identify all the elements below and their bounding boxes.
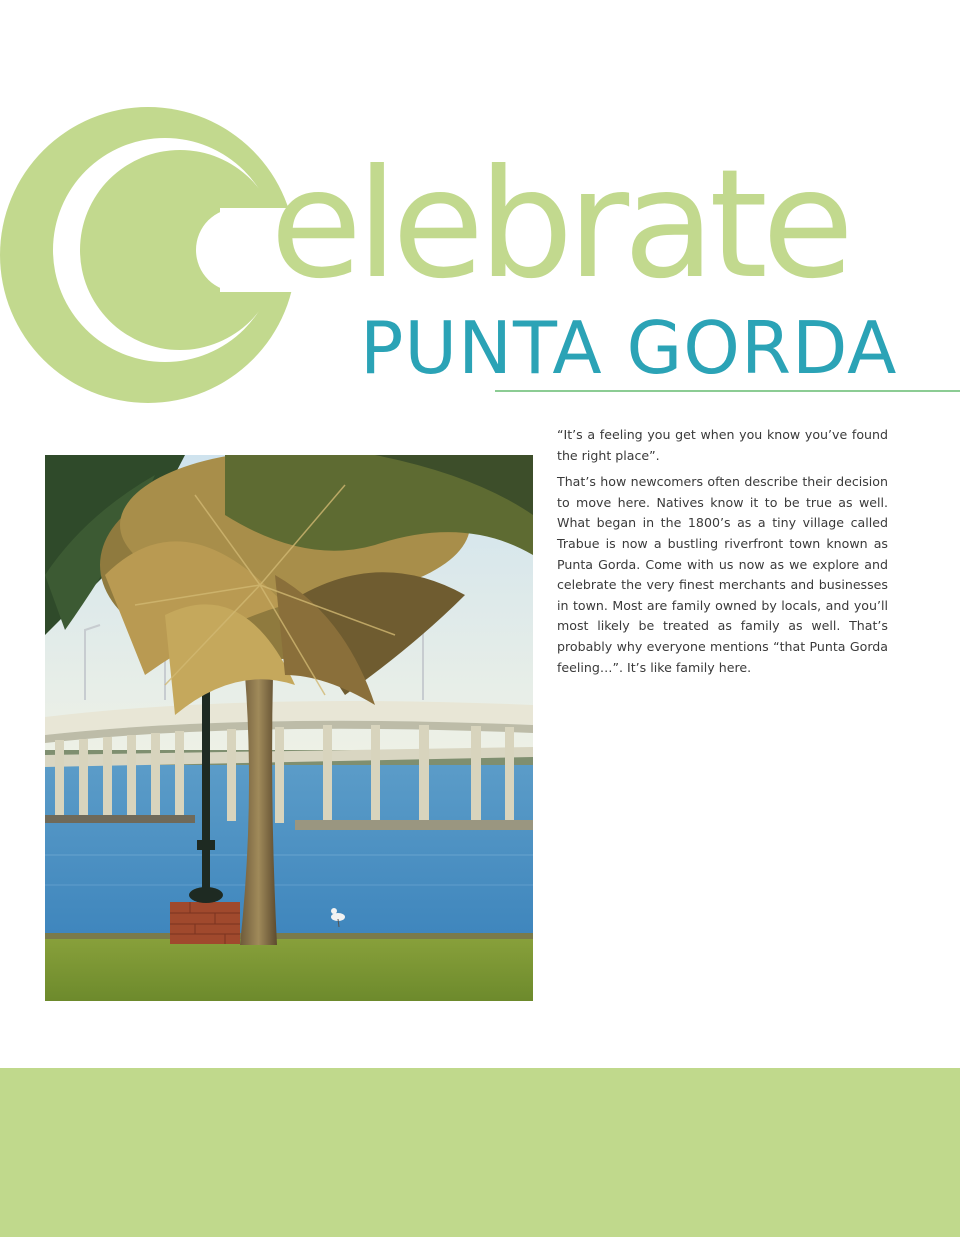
subtitle-punta-gorda: PUNTA GORDA bbox=[360, 306, 898, 390]
article-body bbox=[557, 425, 888, 684]
palm-tree-bridge-photo bbox=[45, 455, 533, 1001]
article-paragraph: That’s how newcomers often describe their decision to move here. Natives know it to be true as well. What began in the 1800’s as a tiny village called Trabue is now a bustling riverfront town known as Punta Gorda. Come with us now as we explore and celebrate the very finest merchants and businesses in town. Most are family owned by locals, and you’ll most likely be treated as family as well. That’s probably why everyone mentions “that Punta Gorda feeling…”. It’s like family here. bbox=[557, 474, 888, 675]
footer-color-band bbox=[0, 1068, 960, 1237]
title-word-celebrate: elebrate bbox=[270, 138, 849, 312]
divider-rule bbox=[495, 390, 960, 392]
article-quote: “It’s a feeling you get when you know you’ve found the right place”. bbox=[557, 427, 888, 463]
